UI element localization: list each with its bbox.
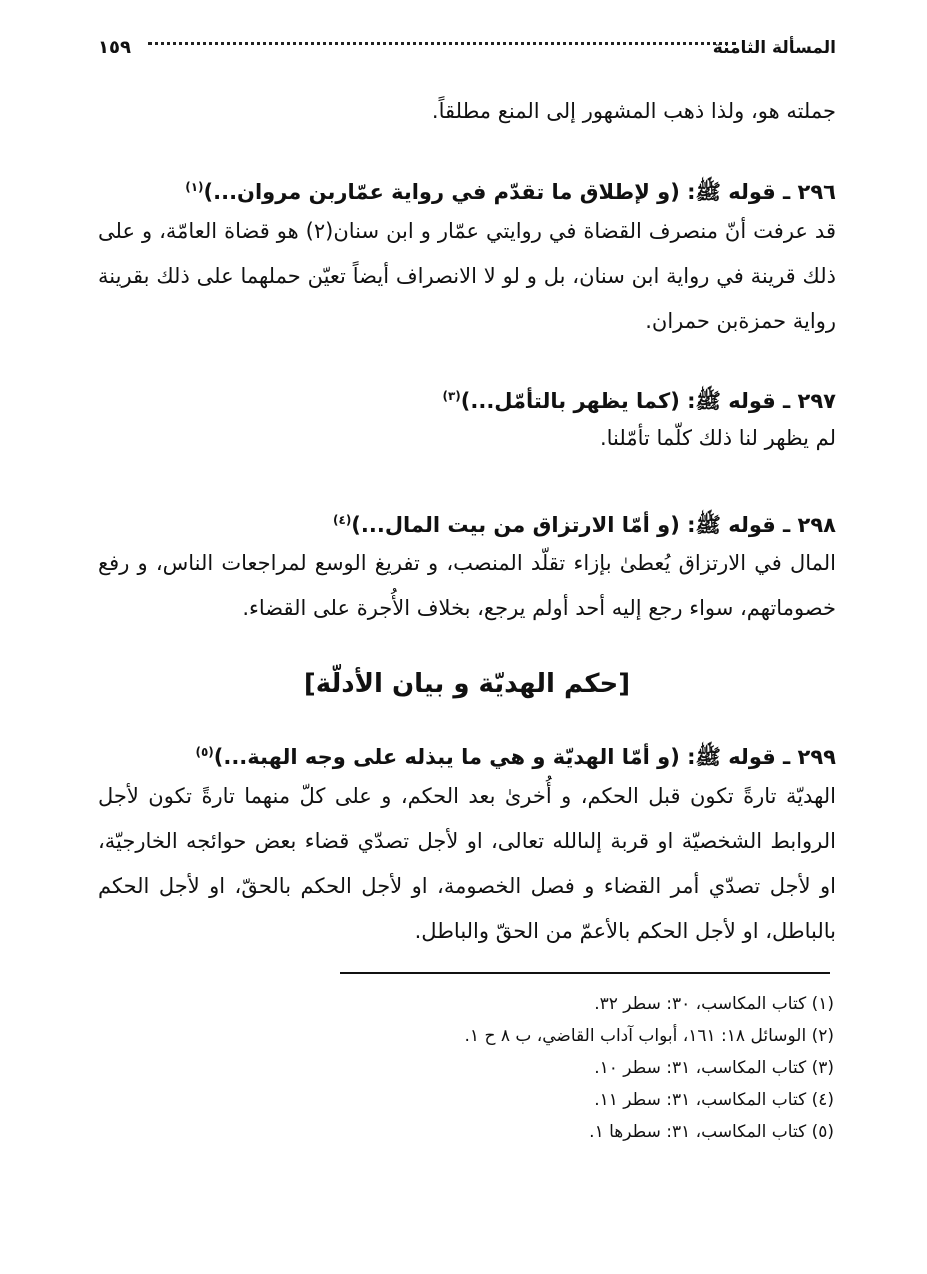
section-299-heading xyxy=(98,732,836,777)
page-number: ١٥٩ xyxy=(98,37,131,58)
section-297-heading-text: ٢٩٧ ـ قوله ﷺ: (كما يظهر بالتأمّل...) xyxy=(460,389,836,413)
section-299-heading-text: ٢٩٩ ـ قوله ﷺ: (و أمّا الهديّة و هي ما يبذله على وجه الهبة...) xyxy=(213,745,836,769)
footnote-1: (١) كتاب المكاسب، ٣٠: سطر ٣٢. xyxy=(594,994,834,1014)
section-299-text: الهديّة تارةً تكون قبل الحكم، و أُخرىٰ بعد الحكم، و على كلّ منهما تارةً تكون لأجل الروابط الشخصيّة او قربة إلىالله تعالى، او لأجل تصدّي قضاء بعض حوائجه الخارجيّة، او لأجل تصدّي أمر القضاء و فصل الخصومة، او لأجل الحكم بالحقّ، او لأجل الحكم بالباطل، او لأجل الحكم بالأعمّ من الحقّ والباطل. xyxy=(98,784,836,943)
section-298-heading-text: ٢٩٨ ـ قوله ﷺ: (و أمّا الارتزاق من بيت المال...) xyxy=(351,513,836,537)
header-leader-dots xyxy=(148,42,736,45)
section-298-text: المال في الارتزاق يُعطىٰ بإزاء تقلّد المنصب، و تفريغ الوسع لمراجعات الناس، و رفع خصوماتهم، سواء رجع إليه أحد أولم يرجع، بخلاف الأُجرة على القضاء. xyxy=(98,551,836,620)
section-title: [حكم الهديّة و بيان الأدلّة] xyxy=(303,669,631,699)
section-296-heading-text: ٢٩٦ ـ قوله ﷺ: (و لإطلاق ما تقدّم في رواية عمّاربن مروان...) xyxy=(203,180,836,204)
footnote-ref-3: (٣) xyxy=(442,389,461,403)
section-297-text: لم يظهر لنا ذلك كلّما تأمّلنا. xyxy=(599,426,836,450)
chapter-title: المسألة الثامنة xyxy=(712,38,836,58)
footnote-ref-4: (٤) xyxy=(333,513,352,527)
section-298-heading xyxy=(98,500,836,545)
footnote-ref-5: (٥) xyxy=(195,745,214,759)
footnote-5: (٥) كتاب المكاسب، ٣١: سطرها ١. xyxy=(589,1122,834,1142)
footnote-3: (٣) كتاب المكاسب، ٣١: سطر ١٠. xyxy=(594,1058,834,1078)
footnote-2: (٢) الوسائل ١٨: ١٦١، أبواب آداب القاضي، ب ٨ ح ١. xyxy=(464,1026,834,1046)
section-296-text: قد عرفت أنّ منصرف القضاة في روايتي عمّار و ابن سنان(٢) هو قضاة العامّة، و على ذلك قرينة في رواية ابن سنان، بل و لو لا الانصراف أيضاً تعيّن حملهما على ذلك بقرينة رواية حمزةبن حمران. xyxy=(98,219,836,333)
footnotes-list xyxy=(98,988,834,1148)
section-296-heading xyxy=(98,167,836,212)
footnote-divider xyxy=(340,972,830,974)
footnote-4: (٤) كتاب المكاسب، ٣١: سطر ١١. xyxy=(594,1090,834,1110)
intro-paragraph: جملته هو، ولذا ذهب المشهور إلى المنع مطلقاً. xyxy=(431,99,836,123)
footnote-ref-1: (١) xyxy=(185,180,204,194)
running-header xyxy=(98,34,836,62)
section-297-heading xyxy=(98,376,836,421)
